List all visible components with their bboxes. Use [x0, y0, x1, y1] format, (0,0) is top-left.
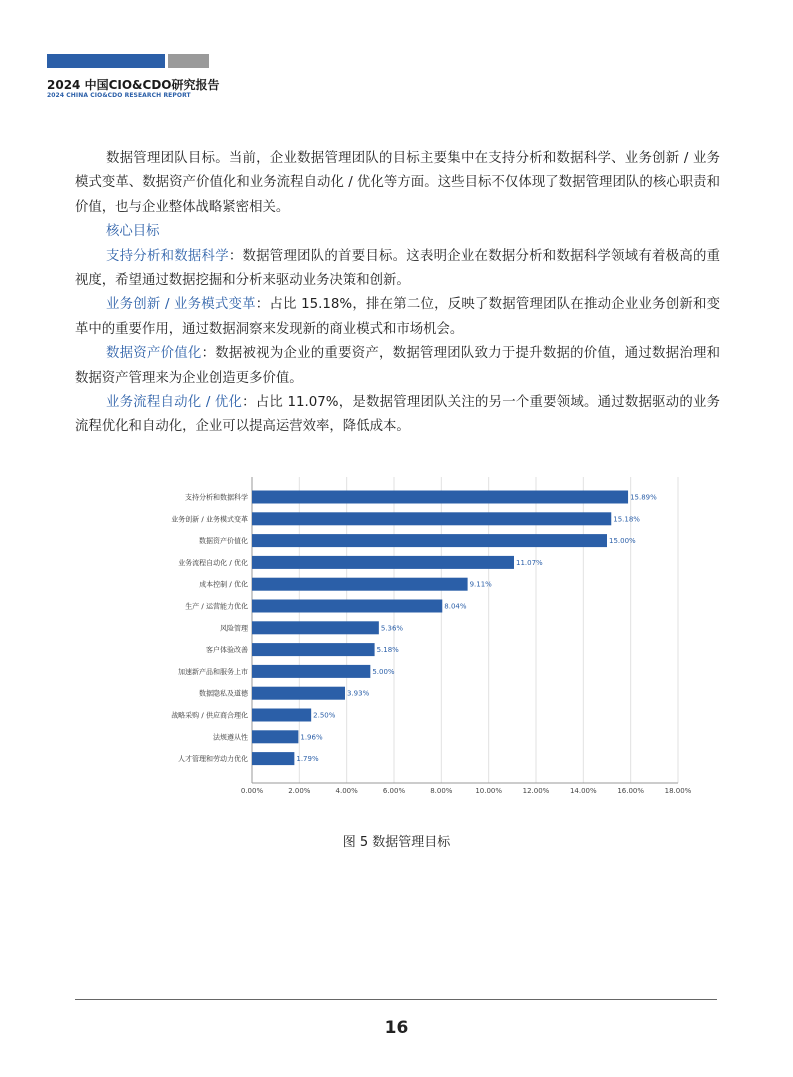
data-label: 9.11% — [469, 580, 492, 589]
bar — [252, 752, 294, 765]
x-tick-label: 10.00% — [475, 787, 503, 795]
goal-paragraph-1 — [75, 245, 720, 294]
goal-text: ：占比 11.07%，是数据管理团队关注的另一个重要领域。通过数据驱动的业务流程优化和自动化，企业可以提高运营效率，降低成本。 — [75, 395, 720, 435]
data-label: 5.00% — [372, 667, 395, 676]
data-label: 5.18% — [376, 646, 399, 655]
goal-paragraph-2 — [75, 293, 720, 342]
section-title: 核心目标 — [106, 224, 160, 240]
bar — [252, 600, 442, 613]
x-tick-label: 4.00% — [335, 787, 358, 795]
bar — [252, 491, 628, 504]
category-label: 数据隐私及道德 — [199, 689, 248, 698]
bar — [252, 665, 370, 678]
goal-label: 业务创新 / 业务模式变革 — [106, 297, 256, 313]
report-subtitle: 2024 CHINA CIO&CDO RESEARCH REPORT — [47, 92, 191, 99]
footer-divider — [75, 999, 717, 1000]
x-tick-label: 0.00% — [240, 787, 264, 795]
category-label: 支持分析和数据科学 — [185, 493, 248, 502]
x-tick-label: 18.00% — [664, 787, 692, 795]
x-tick-label: 16.00% — [617, 787, 645, 795]
header-bar-blue — [47, 54, 165, 68]
bar — [252, 709, 311, 722]
data-label: 5.36% — [380, 624, 404, 633]
data-label: 3.93% — [347, 689, 370, 698]
goal-text: ：数据管理团队的首要目标。这表明企业在数据分析和数据科学领域有着极高的重视度，希望通过数据挖掘和分析来驱动业务决策和创新。 — [75, 248, 721, 289]
category-label: 客户体验改善 — [206, 646, 248, 655]
x-tick-label: 12.00% — [522, 787, 550, 795]
bar — [252, 556, 514, 569]
x-tick-label: 2.00% — [288, 787, 311, 795]
report-title: 2024 中国CIO&CDO研究报告 — [47, 78, 220, 92]
data-label: 15.18% — [613, 515, 640, 524]
bar — [252, 578, 468, 591]
bar — [252, 534, 607, 547]
goal-label: 数据资产价值化 — [106, 346, 202, 362]
x-tick-label: 6.00% — [382, 787, 406, 795]
category-label: 生产 / 运营能力优化 — [185, 602, 248, 611]
category-label: 法规遵从性 — [213, 733, 248, 742]
data-label: 15.00% — [609, 537, 636, 546]
category-label: 加速新产品和服务上市 — [178, 667, 248, 676]
page-number: 16 — [384, 1018, 409, 1038]
data-label: 1.79% — [296, 755, 319, 764]
bar — [252, 621, 379, 634]
goal-text: ：占比 15.18%，排在第二位，反映了数据管理团队在推动企业业务创新和变革中的重要作用，通过数据洞察来发现新的商业模式和市场机会。 — [75, 297, 720, 337]
bar — [252, 512, 611, 525]
goal-paragraph-4 — [75, 391, 720, 440]
category-label: 人才管理和劳动力优化 — [178, 755, 248, 764]
data-label: 11.07% — [515, 558, 543, 567]
data-label: 8.04% — [444, 602, 467, 611]
category-label: 数据资产价值化 — [199, 537, 248, 546]
x-tick-label: 14.00% — [569, 787, 597, 795]
category-label: 成本控制 / 优化 — [199, 580, 248, 589]
data-label: 2.50% — [313, 711, 336, 720]
x-tick-label: 8.00% — [430, 787, 453, 795]
goal-paragraph-3 — [75, 342, 720, 391]
category-label: 业务创新 / 业务模式变革 — [171, 515, 248, 524]
body-text — [75, 147, 720, 440]
bar — [252, 643, 375, 656]
intro-paragraph: 数据管理团队目标。当前，企业数据管理团队的目标主要集中在支持分析和数据科学、业务创新 / 业务模式变革、数据资产价值化和业务流程自动化 / 优化等方面。这些目标不仅体现了数据管理团队的核心职责和价值，也与企业整体战略紧密相关。 — [75, 151, 720, 215]
header-bar-gray — [168, 54, 209, 68]
data-label: 1.96% — [300, 733, 323, 742]
goal-label: 支持分析和数据科学 — [106, 248, 229, 264]
goal-text: ：数据被视为企业的重要资产，数据管理团队致力于提升数据的价值，通过数据治理和数据资产管理来为企业创造更多价值。 — [75, 346, 721, 386]
figure-caption: 图 5 数据管理目标 — [342, 835, 451, 850]
category-label: 风险管理 — [220, 624, 248, 633]
bar — [252, 687, 345, 700]
data-label: 15.89% — [630, 493, 657, 502]
goal-label: 业务流程自动化 / 优化 — [106, 395, 243, 411]
category-label: 战略采购 / 供应商合理化 — [171, 711, 248, 720]
bar — [252, 730, 298, 743]
category-label: 业务流程自动化 / 优化 — [178, 558, 248, 567]
goals-bar-chart — [150, 470, 695, 805]
